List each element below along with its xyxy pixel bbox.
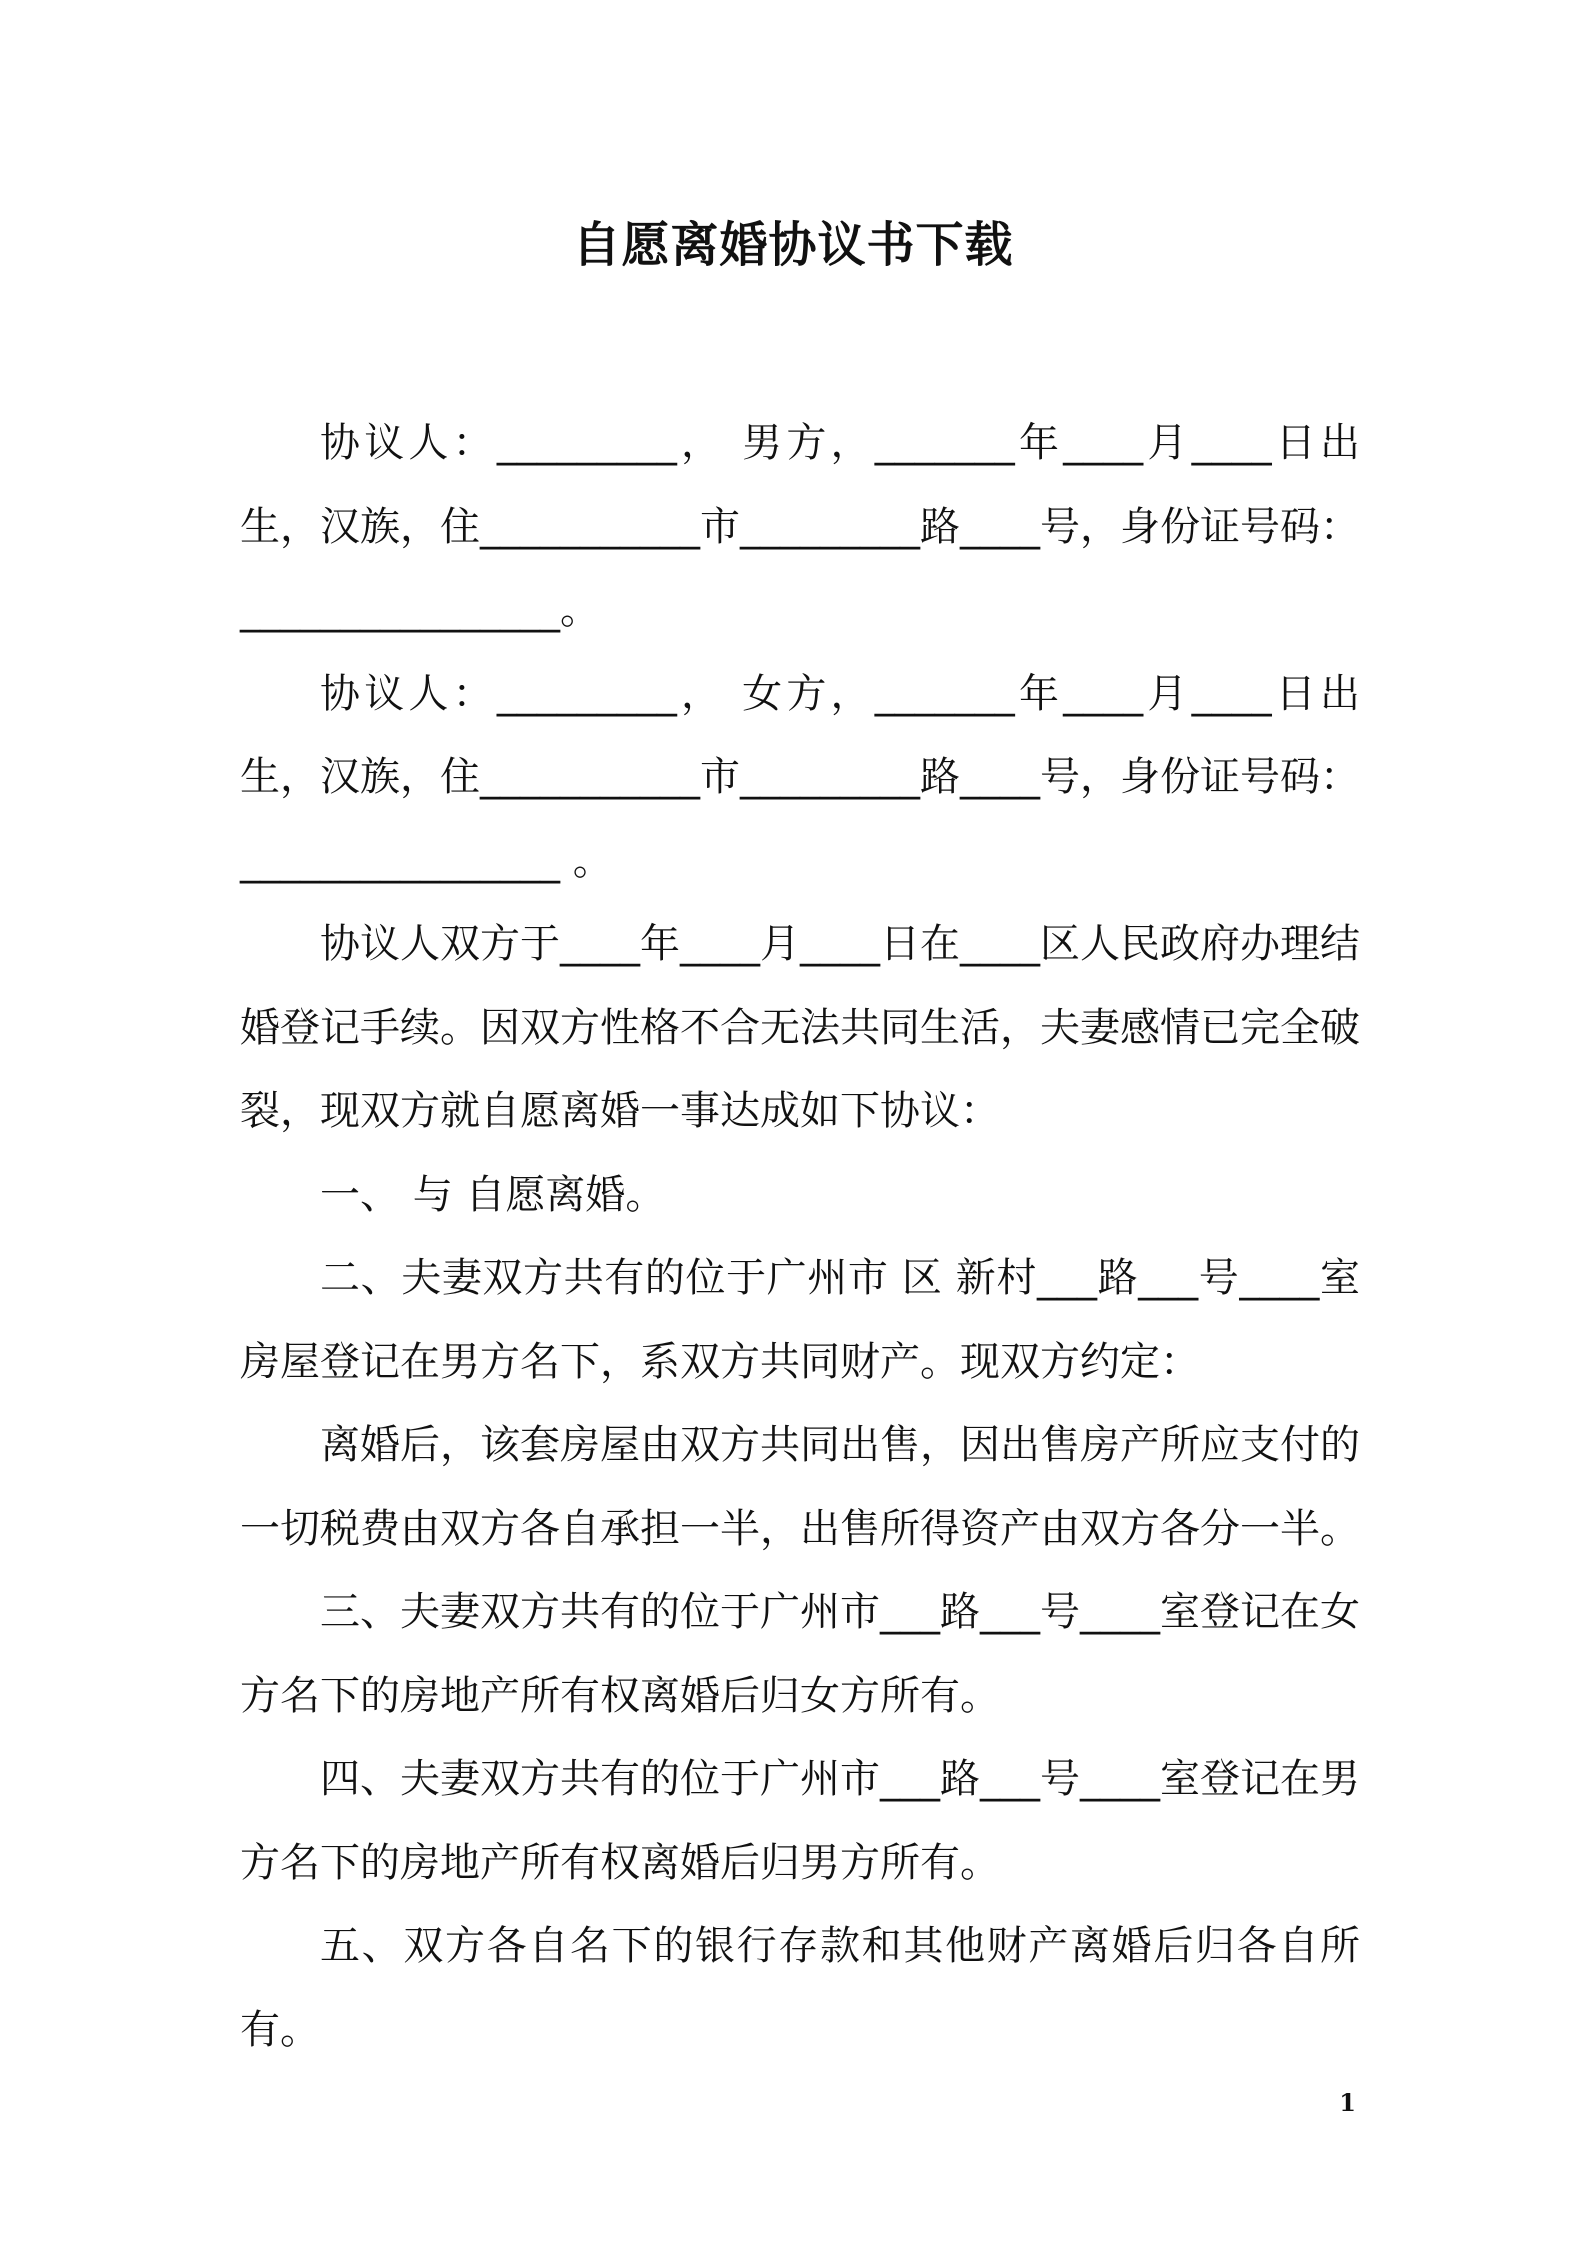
document-body	[240, 402, 1360, 2072]
clause-5: 五、双方各自名下的银行存款和其他财产离婚后归各自所有。	[240, 1923, 1360, 2053]
paragraph-marriage-registration: 协议人双方于____年____月____日在____区人民政府办理结婚登记手续。因双方性格不合无法共同生活，夫妻感情已完全破裂，现双方就自愿离婚一事达成如下协议：	[240, 921, 1360, 1134]
paragraph-party-female: 协议人：_________， 女方，_______年____月____日出生，汉族，住___________市_________路____号，身份证号码：________________ 。	[240, 670, 1360, 884]
clause-2: 二、夫妻双方共有的位于广州市 区 新村___路___号____室房屋登记在男方名下，系双方共同财产。现双方约定：	[240, 1255, 1360, 1385]
clause-3: 三、夫妻双方共有的位于广州市___路___号____室登记在女方名下的房地产所有权离婚后归女方所有。	[240, 1589, 1360, 1719]
page-number: 1	[1339, 2088, 1356, 2117]
clause-1: 一、 与 自愿离婚。	[320, 1171, 666, 1218]
clause-2-detail: 离婚后，该套房屋由双方共同出售，因出售房产所应支付的一切税费由双方各自承担一半，出售所得资产由双方各分一半。	[240, 1422, 1360, 1552]
clause-4: 四、夫妻双方共有的位于广州市___路___号____室登记在男方名下的房地产所有权离婚后归男方所有。	[240, 1756, 1360, 1886]
paragraph-party-male: 协议人：_________， 男方，_______年____月____日出生，汉族，住___________市_________路____号，身份证号码：________________。	[240, 420, 1360, 633]
document-title: 自愿离婚协议书下载	[572, 217, 1014, 273]
